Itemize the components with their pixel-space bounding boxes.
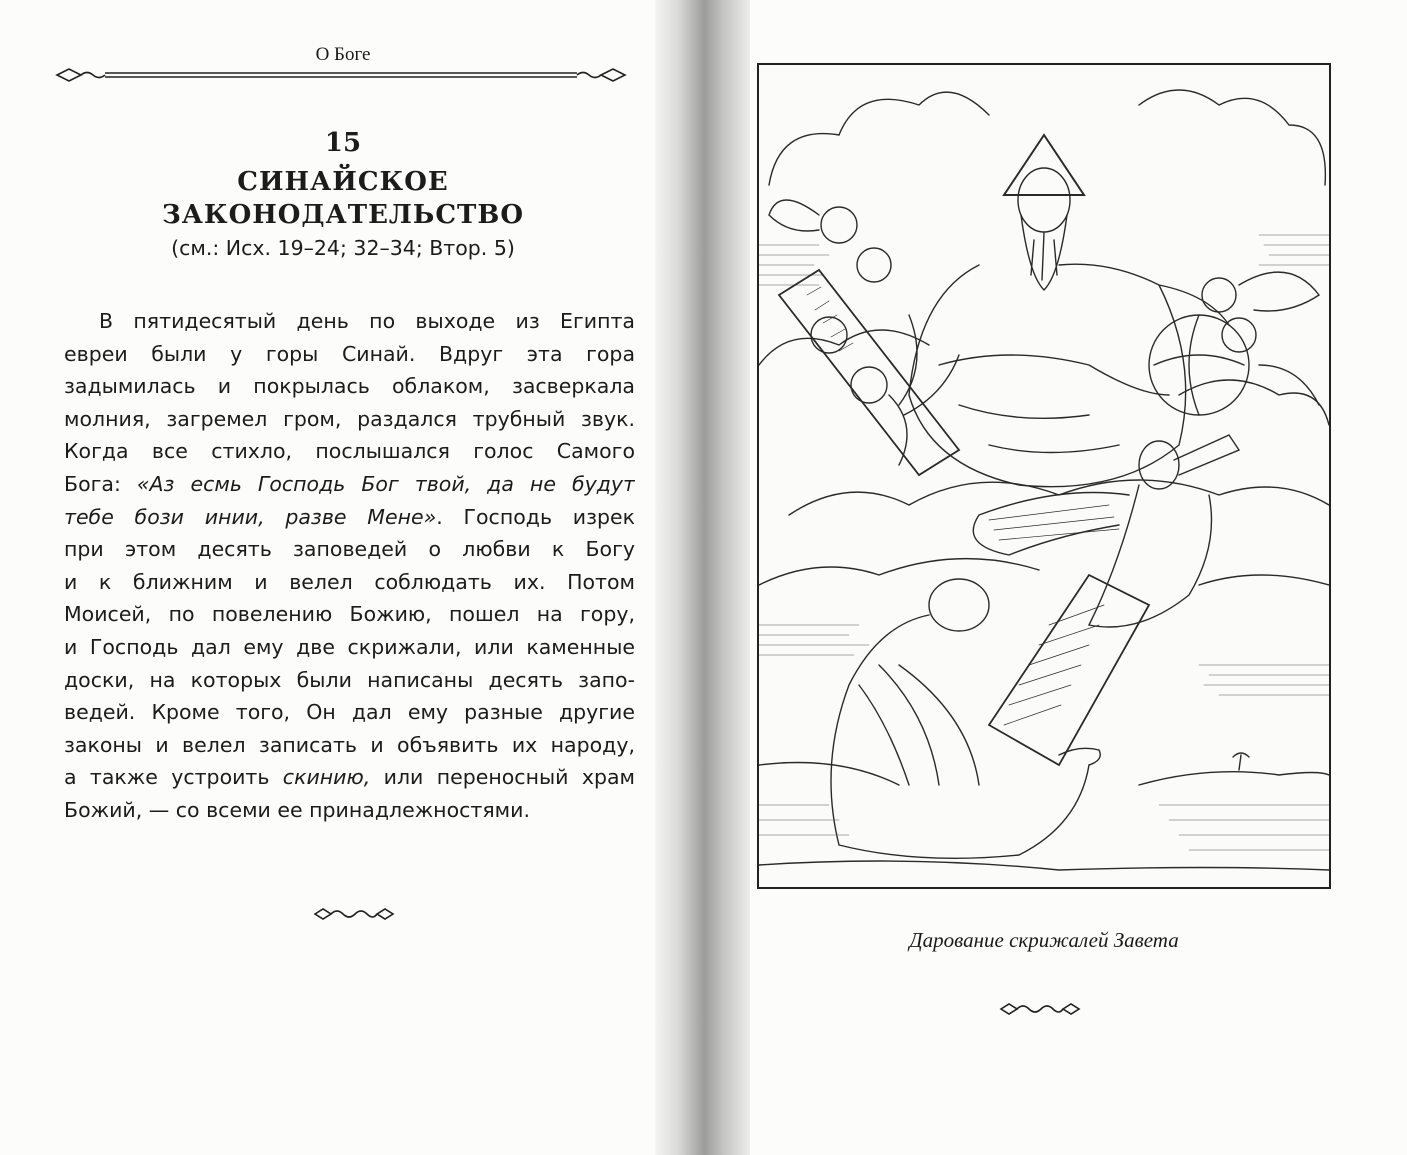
section-end-ornament-icon <box>313 907 395 921</box>
body-line: законы и велел записать и объявить их народу, <box>64 732 635 757</box>
body-line: доски, на которых были написаны десять запо- <box>64 667 635 692</box>
illustration-caption: Дарование скрижалей Завета <box>909 928 1179 952</box>
body-text-run: Бога: <box>64 471 137 496</box>
body-line <box>64 501 635 534</box>
body-line: Моисей, по повелению Божию, пошел на гору, <box>64 602 635 627</box>
body-line: евреи были у горы Синай. Вдруг эта гора <box>64 341 635 366</box>
scripture-reference: (см.: Исх. 19–24; 32–34; Втор. 5) <box>171 236 515 260</box>
chapter-title-line-2: ЗАКОНОДАТЕЛЬСТВО <box>161 200 524 230</box>
body-line: при этом десять заповедей о любви к Богу <box>64 537 635 562</box>
book-gutter-shadow <box>655 0 750 1155</box>
scripture-quote: «Аз есмь Господь Бог твой, да не будут <box>136 471 635 496</box>
italic-term: скинию, <box>282 765 371 790</box>
scripture-quote: тебе бози инии, разве Мене» <box>64 504 437 529</box>
body-line: В пятидесятый день по выходе из Египта <box>99 309 635 333</box>
body-line <box>64 468 635 501</box>
body-text-run: . Господь изрек <box>436 504 635 529</box>
body-line: Божий, — со всеми ее принадлежностями. <box>64 797 530 822</box>
body-line: и Господь дал ему две скрижали, или каменные <box>64 634 635 659</box>
chapter-number: 15 <box>324 128 362 158</box>
chapter-title <box>90 166 596 232</box>
chapter-title-line-1: СИНАЙСКОЕ <box>237 167 449 197</box>
body-line: Когда все стихло, послышался голос Самого <box>64 439 635 464</box>
body-line: задымилась и покрылась облаком, засверкала <box>64 374 635 399</box>
chapter-body-text <box>64 305 635 827</box>
body-line: ведей. Кроме того, Он дал ему разные другие <box>64 700 635 725</box>
ornamental-rule-icon <box>55 66 627 84</box>
body-text-run: или переносный храм <box>370 765 635 790</box>
engraving-illustration <box>759 65 1329 887</box>
running-head: О Боге <box>315 44 371 65</box>
body-line: молния, загремел гром, раздался трубный звук. <box>64 406 635 431</box>
left-page <box>0 0 655 1155</box>
illustration-frame <box>757 63 1331 889</box>
body-line: и к ближним и велел соблюдать их. Потом <box>64 569 635 594</box>
body-text-run: а также устроить <box>64 765 283 790</box>
section-end-ornament-icon <box>999 1002 1081 1016</box>
body-line <box>64 761 635 794</box>
